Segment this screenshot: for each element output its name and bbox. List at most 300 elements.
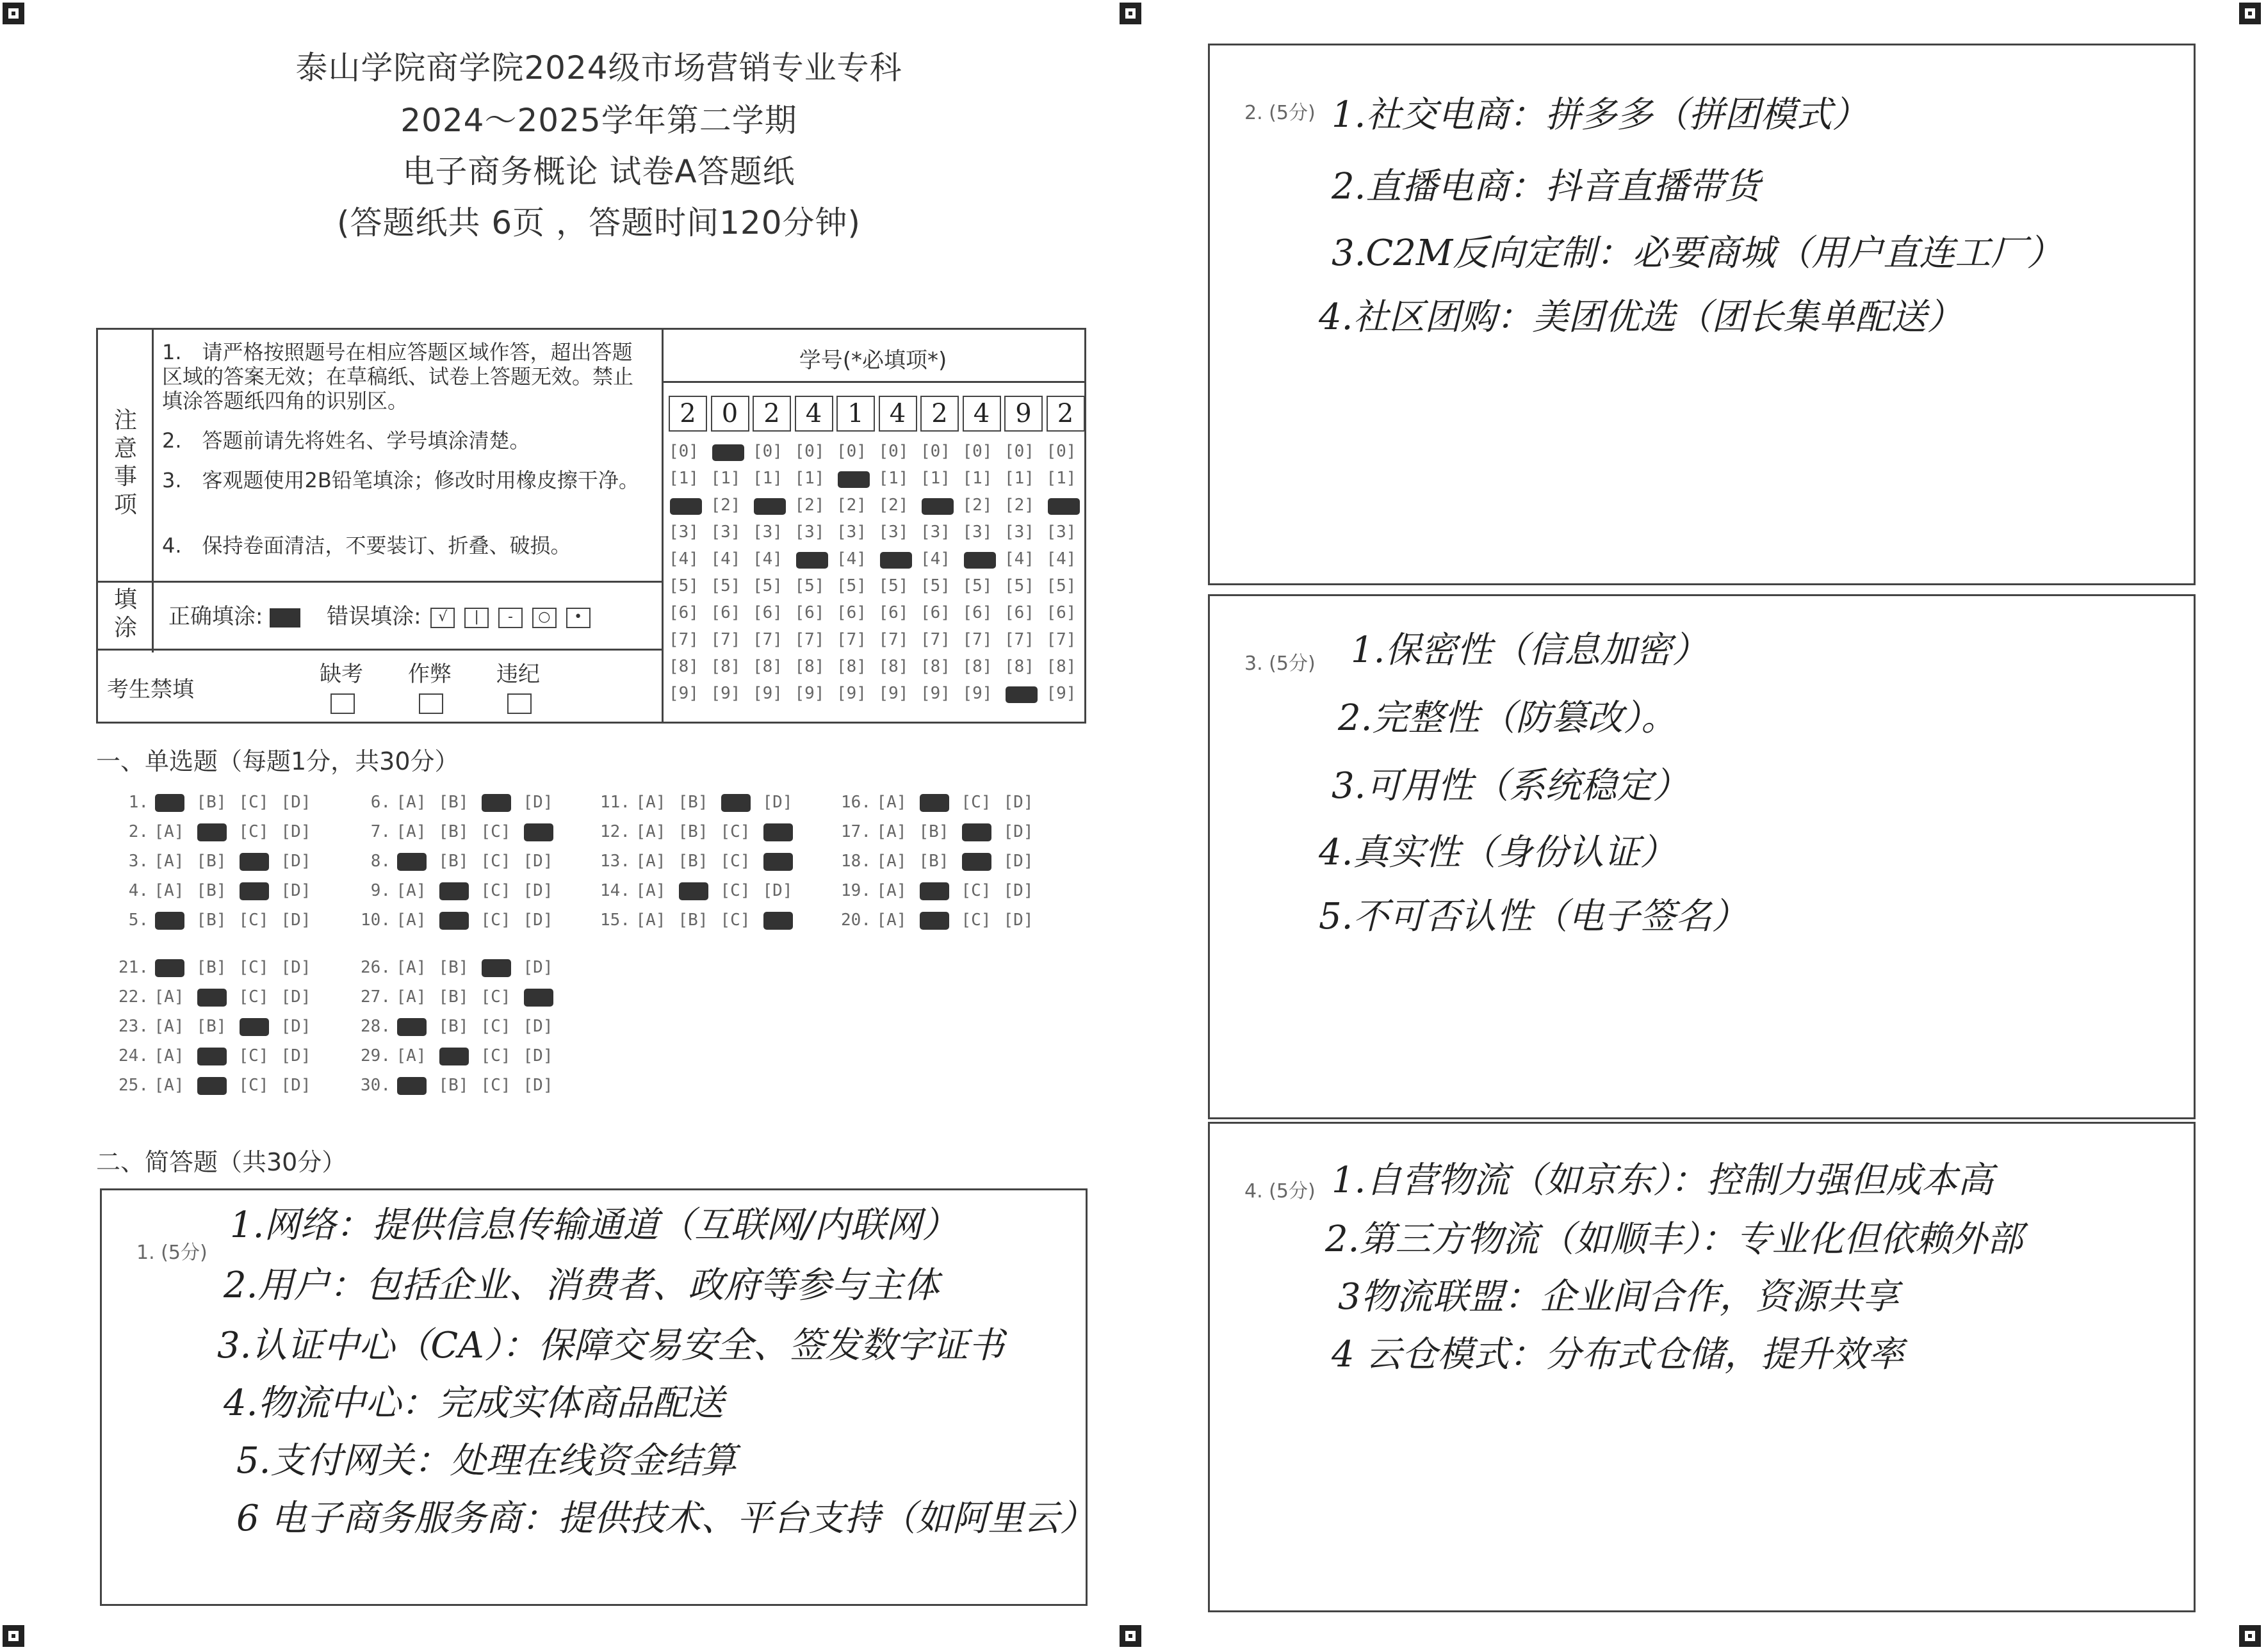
choice-option[interactable] (479, 958, 512, 977)
choice-option[interactable]: [B] (438, 852, 469, 871)
choice-option[interactable]: [D] (1003, 881, 1034, 900)
choice-option[interactable]: [C] (480, 852, 511, 871)
wrong-mark-dot: • (566, 608, 591, 628)
student-id-bubble[interactable]: [0] (794, 442, 825, 461)
choice-question-5 (109, 911, 322, 930)
answer-3-label: 3. (5分) (1244, 652, 1316, 675)
student-id-bubble[interactable]: [2] (836, 496, 867, 515)
choice-option[interactable]: [D] (1003, 911, 1034, 930)
choice-option[interactable]: [D] (523, 911, 553, 930)
choice-option[interactable]: [D] (1003, 852, 1034, 871)
answer-2-line-3: 3.C2M反向定制：必要商城（用户直连工厂） (1332, 232, 2063, 274)
choice-question-number: 28. (361, 1017, 391, 1036)
student-id-bubble[interactable] (879, 549, 909, 569)
student-id-bubble[interactable]: [7] (710, 630, 741, 649)
notice-rule-2: 2. 答题前请先将姓名、学号填涂清楚。 (162, 428, 530, 453)
student-id-bubble[interactable]: [7] (878, 630, 909, 649)
student-id-bubble[interactable]: [6] (753, 603, 783, 622)
choice-option[interactable] (959, 822, 993, 841)
student-id-bubble[interactable]: [2] (962, 496, 993, 515)
choice-option[interactable]: [D] (281, 881, 311, 900)
student-id-bubble[interactable]: [5] (836, 576, 867, 595)
choice-option[interactable]: [D] (281, 793, 311, 812)
student-id-bubble[interactable]: [4] (753, 549, 783, 569)
choice-option[interactable]: [A] (396, 881, 427, 900)
forbid-violation-box[interactable] (507, 693, 532, 714)
choice-option[interactable] (959, 852, 993, 871)
student-id-bubble[interactable]: [5] (710, 576, 741, 595)
choice-option[interactable] (195, 1046, 228, 1065)
student-id-bubble[interactable]: [0] (753, 442, 783, 461)
choice-option[interactable]: [B] (678, 822, 708, 841)
exam-title-school: 泰山学院商学院2024级市场营销专业专科 (295, 49, 902, 86)
student-id-bubble[interactable]: [3] (794, 522, 825, 542)
student-id-bubble[interactable]: [0] (962, 442, 993, 461)
choice-option[interactable]: [B] (196, 852, 227, 871)
student-id-digit-9[interactable]: 9 (1004, 396, 1043, 432)
choice-option[interactable]: [D] (762, 881, 793, 900)
fill-label: 填涂 (113, 587, 137, 641)
student-id-bubble[interactable]: [8] (794, 657, 825, 676)
choice-option[interactable]: [A] (154, 881, 184, 900)
fill-correct-label: 正确填涂: (168, 604, 263, 629)
student-id-bubble[interactable]: [7] (669, 630, 699, 649)
choice-option[interactable]: [A] (396, 822, 427, 841)
student-id-bubble[interactable]: [1] (962, 469, 993, 488)
choice-option[interactable]: [D] (523, 793, 553, 812)
forbid-absent-box[interactable] (330, 693, 355, 714)
student-id-bubble[interactable]: [5] (1004, 576, 1034, 595)
student-id-digit-2[interactable]: 0 (711, 396, 749, 432)
answer-box-4[interactable] (1208, 1122, 2196, 1612)
choice-option[interactable] (437, 1046, 470, 1065)
student-id-digit-5[interactable]: 1 (836, 396, 875, 432)
choice-option[interactable]: [A] (154, 1076, 184, 1095)
answer-4-line-4: 4 云仓模式：分布式仓储，提升效率 (1332, 1334, 1904, 1375)
student-id-bubble[interactable]: [3] (669, 522, 699, 542)
choice-option[interactable]: [B] (196, 1017, 227, 1036)
choice-option[interactable]: [C] (238, 987, 269, 1007)
choice-option[interactable]: [A] (635, 852, 666, 871)
student-id-bubble[interactable]: [9] (962, 684, 993, 703)
student-id-bubble[interactable]: [5] (1046, 576, 1077, 595)
choice-question-number: 13. (600, 852, 630, 871)
student-id-bubble[interactable]: [5] (920, 576, 950, 595)
choice-question-15 (591, 911, 803, 930)
student-id-bubble[interactable]: [3] (753, 522, 783, 542)
choice-option[interactable] (761, 822, 794, 841)
choice-option[interactable]: [B] (438, 793, 469, 812)
choice-option[interactable]: [C] (480, 987, 511, 1007)
wrong-mark-circle: ○ (532, 608, 557, 628)
choice-option[interactable]: [A] (876, 852, 907, 871)
student-id-bubble[interactable]: [8] (836, 657, 867, 676)
choice-option[interactable]: [A] (876, 793, 907, 812)
student-id-digit-4[interactable]: 4 (795, 396, 833, 432)
choice-option[interactable]: [A] (396, 958, 427, 977)
choice-option[interactable]: [C] (961, 911, 991, 930)
student-id-bubble[interactable]: [6] (794, 603, 825, 622)
choice-option[interactable] (237, 881, 270, 900)
student-id-bubble[interactable]: [7] (962, 630, 993, 649)
choice-option[interactable]: [D] (1003, 822, 1034, 841)
choice-option[interactable]: [C] (961, 881, 991, 900)
student-id-bubble[interactable]: [2] (710, 496, 741, 515)
choice-question-26 (351, 958, 564, 977)
choice-question-7 (351, 822, 564, 841)
student-id-bubble[interactable]: [1] (1046, 469, 1077, 488)
choice-option[interactable]: [C] (238, 822, 269, 841)
choice-question-8 (351, 852, 564, 871)
student-id-bubble[interactable] (836, 469, 867, 488)
student-id-bubble[interactable]: [3] (1004, 522, 1034, 542)
choice-option[interactable] (761, 911, 794, 930)
choice-option[interactable]: [D] (523, 1076, 553, 1095)
choice-question-30 (351, 1076, 564, 1095)
student-id-bubble[interactable]: [2] (794, 496, 825, 515)
choice-question-20 (831, 911, 1044, 930)
student-id-bubble[interactable]: [0] (878, 442, 909, 461)
choice-option[interactable] (917, 881, 950, 900)
student-id-digit-3[interactable]: 2 (753, 396, 791, 432)
choice-option[interactable]: [D] (281, 911, 311, 930)
corner-mark-top-right (2239, 3, 2261, 24)
student-id-bubble[interactable]: [9] (669, 684, 699, 703)
student-id-bubble[interactable]: [1] (710, 469, 741, 488)
choice-option[interactable] (437, 881, 470, 900)
choice-option[interactable]: [A] (396, 911, 427, 930)
choice-option[interactable]: [B] (196, 881, 227, 900)
choice-option[interactable]: [C] (480, 911, 511, 930)
choice-option[interactable] (521, 822, 555, 841)
choice-option[interactable]: [B] (678, 852, 708, 871)
student-id-bubble[interactable]: [0] (920, 442, 950, 461)
corner-mark-bottom-center (1120, 1625, 1141, 1647)
choice-option[interactable]: [B] (196, 793, 227, 812)
student-id-bubble[interactable]: [3] (710, 522, 741, 542)
choice-option[interactable] (761, 852, 794, 871)
choice-question-1 (109, 793, 322, 812)
student-id-bubble[interactable]: [8] (753, 657, 783, 676)
choice-option[interactable] (152, 911, 186, 930)
student-id-bubble[interactable]: [6] (920, 603, 950, 622)
choice-option[interactable]: [A] (396, 1046, 427, 1065)
student-id-bubble[interactable]: [7] (1004, 630, 1034, 649)
student-id-bubble[interactable]: [9] (836, 684, 867, 703)
student-id-bubble[interactable]: [4] (836, 549, 867, 569)
student-id-bubble[interactable]: [8] (962, 657, 993, 676)
student-id-bubble[interactable]: [7] (1046, 630, 1077, 649)
choice-option[interactable] (152, 793, 186, 812)
student-id-bubble[interactable]: [4] (1046, 549, 1077, 569)
choice-option[interactable]: [B] (438, 822, 469, 841)
student-id-bubble[interactable]: [8] (920, 657, 950, 676)
choice-question-number: 16. (841, 793, 871, 812)
student-id-bubble[interactable] (753, 496, 783, 515)
choice-option[interactable]: [B] (918, 822, 949, 841)
choice-option[interactable]: [D] (281, 1046, 311, 1065)
answer-box-1[interactable] (100, 1188, 1096, 1606)
answer-box-3[interactable] (1208, 594, 2196, 1119)
answer-3-line-4: 4.真实性（身份认证） (1319, 832, 1676, 873)
choice-option[interactable] (479, 793, 512, 812)
choice-option[interactable]: [D] (523, 1017, 553, 1036)
choice-question-number: 5. (128, 911, 149, 930)
choice-option[interactable]: [C] (238, 1076, 269, 1095)
student-id-bubble[interactable]: [3] (836, 522, 867, 542)
student-id-bubble[interactable]: [9] (710, 684, 741, 703)
student-id-bubble[interactable]: [6] (878, 603, 909, 622)
choice-question-4 (109, 881, 322, 900)
student-id-bubble[interactable]: [9] (1046, 684, 1077, 703)
choice-option[interactable]: [C] (720, 911, 751, 930)
choice-option[interactable] (195, 1076, 228, 1095)
choice-option[interactable] (917, 793, 950, 812)
student-id-bubble[interactable]: [6] (836, 603, 867, 622)
choice-question-27 (351, 987, 564, 1007)
student-id-bubble[interactable]: [1] (794, 469, 825, 488)
wrong-mark-bar: | (464, 608, 489, 628)
choice-question-22 (109, 987, 322, 1007)
answer-3-line-3: 3.可用性（系统稳定） (1332, 765, 1689, 807)
answer-1-label: 1. (5分) (136, 1242, 208, 1264)
choice-option[interactable]: [C] (480, 1076, 511, 1095)
student-id-bubble[interactable]: [5] (753, 576, 783, 595)
choice-option[interactable] (395, 852, 428, 871)
student-id-bubble[interactable]: [8] (710, 657, 741, 676)
student-id-bubble[interactable]: [9] (794, 684, 825, 703)
forbid-cheat-box[interactable] (419, 693, 443, 714)
choice-option[interactable]: [D] (281, 958, 311, 977)
student-id-bubble[interactable]: [1] (878, 469, 909, 488)
choice-question-number: 19. (841, 881, 871, 900)
wrong-mark-check: √ (430, 608, 455, 628)
choice-option[interactable] (195, 987, 228, 1007)
choice-option[interactable]: [A] (876, 911, 907, 930)
choice-option[interactable]: [C] (238, 1046, 269, 1065)
choice-option[interactable]: [A] (154, 852, 184, 871)
student-id-digit-1[interactable]: 2 (669, 396, 707, 432)
choice-option[interactable] (195, 822, 228, 841)
choice-option[interactable]: [C] (238, 793, 269, 812)
student-id-bubble[interactable]: [6] (1004, 603, 1034, 622)
student-id-bubble[interactable]: [5] (962, 576, 993, 595)
choice-option[interactable]: [B] (438, 1076, 469, 1095)
student-id-bubble[interactable] (963, 549, 993, 569)
choice-option[interactable]: [A] (876, 822, 907, 841)
choice-question-number: 29. (361, 1046, 391, 1065)
student-id-bubble[interactable]: [1] (920, 469, 950, 488)
choice-option[interactable] (521, 987, 555, 1007)
student-id-bubble[interactable]: [8] (1046, 657, 1077, 676)
choice-question-11 (591, 793, 803, 812)
student-id-bubble[interactable]: [4] (1004, 549, 1034, 569)
choice-question-14 (591, 881, 803, 900)
student-id-bubble[interactable]: [0] (1004, 442, 1034, 461)
answer-2-line-1: 1.社交电商：拼多多（拼团模式） (1332, 94, 1868, 136)
choice-option[interactable]: [C] (720, 881, 751, 900)
forbid-cheat (404, 656, 455, 714)
student-id-bubble[interactable]: [3] (1046, 522, 1077, 542)
student-id-bubble[interactable]: [5] (669, 576, 699, 595)
student-id-bubble[interactable]: [4] (920, 549, 950, 569)
choice-option[interactable]: [D] (523, 852, 553, 871)
student-id-bubble[interactable]: [6] (1046, 603, 1077, 622)
answer-2-label: 2. (5分) (1244, 102, 1316, 124)
student-id-bubble[interactable] (1004, 684, 1034, 703)
choice-option[interactable]: [C] (480, 1046, 511, 1065)
choice-question-number: 22. (118, 987, 149, 1007)
choice-option[interactable]: [C] (480, 1017, 511, 1036)
corner-mark-bottom-left (3, 1625, 24, 1647)
student-id-bubble[interactable]: [3] (920, 522, 950, 542)
choice-question-number: 6. (370, 793, 391, 812)
choice-question-28 (351, 1017, 564, 1036)
student-id-bubble[interactable]: [5] (878, 576, 909, 595)
student-id-bubble[interactable]: [9] (753, 684, 783, 703)
choice-option[interactable]: [C] (480, 822, 511, 841)
section2-title: 二、简答题（共30分） (96, 1148, 346, 1176)
choice-option[interactable]: [B] (438, 987, 469, 1007)
choice-option[interactable] (237, 852, 270, 871)
choice-option[interactable]: [A] (635, 911, 666, 930)
student-id-bubble[interactable]: [6] (962, 603, 993, 622)
choice-option[interactable]: [A] (635, 822, 666, 841)
student-id-bubble[interactable]: [6] (669, 603, 699, 622)
choice-option[interactable] (917, 911, 950, 930)
choice-option[interactable]: [B] (918, 852, 949, 871)
student-id-bubble[interactable]: [0] (836, 442, 867, 461)
choice-option[interactable] (676, 881, 710, 900)
choice-option[interactable]: [C] (238, 911, 269, 930)
student-id-bubble[interactable]: [8] (1004, 657, 1034, 676)
choice-option[interactable]: [D] (281, 1076, 311, 1095)
choice-option[interactable]: [B] (196, 958, 227, 977)
choice-option[interactable] (395, 1076, 428, 1095)
choice-option[interactable]: [C] (238, 958, 269, 977)
choice-option[interactable]: [B] (438, 958, 469, 977)
student-id-bubble[interactable]: [7] (920, 630, 950, 649)
student-id-bubble[interactable]: [1] (669, 469, 699, 488)
student-id-bubble[interactable]: [5] (794, 576, 825, 595)
choice-question-3 (109, 852, 322, 871)
choice-option[interactable] (237, 1017, 270, 1036)
student-id-bubble[interactable]: [8] (669, 657, 699, 676)
student-id-bubble[interactable] (1047, 496, 1077, 515)
exam-title-course: 电子商务概论 试卷A答题纸 (402, 153, 795, 190)
forbid-violation (493, 656, 544, 714)
choice-option[interactable]: [A] (154, 1017, 184, 1036)
choice-option[interactable]: [C] (720, 822, 751, 841)
forbid-cheat-label: 作弊 (408, 661, 452, 687)
choice-option[interactable] (395, 1017, 428, 1036)
choice-option[interactable]: [B] (678, 793, 708, 812)
student-id-bubble[interactable]: [9] (878, 684, 909, 703)
student-id-bubble[interactable]: [1] (1004, 469, 1034, 488)
choice-question-19 (831, 881, 1044, 900)
choice-option[interactable]: [D] (281, 987, 311, 1007)
choice-option[interactable]: [A] (396, 793, 427, 812)
answer-3-line-2: 2.完整性（防篡改）。 (1338, 697, 1677, 739)
choice-option[interactable]: [D] (281, 852, 311, 871)
student-id-bubble[interactable]: [4] (710, 549, 741, 569)
choice-option[interactable]: [A] (154, 1046, 184, 1065)
student-id-bubble[interactable]: [8] (878, 657, 909, 676)
choice-option[interactable]: [D] (762, 793, 793, 812)
student-id-digit-7[interactable]: 2 (920, 396, 959, 432)
section1-title: 一、单选题（每题1分，共30分） (96, 747, 459, 775)
student-id-bubble[interactable]: [1] (753, 469, 783, 488)
choice-question-number: 4. (128, 881, 149, 900)
notice-rule-3: 3. 客观题使用2B铅笔填涂；修改时用橡皮擦干净。 (162, 468, 639, 492)
student-id-bubble[interactable]: [2] (1004, 496, 1034, 515)
student-id-bubble[interactable] (711, 442, 741, 461)
corner-mark-top-left (3, 3, 24, 24)
choice-option[interactable]: [B] (438, 1017, 469, 1036)
student-id-bubble[interactable]: [4] (669, 549, 699, 569)
choice-option[interactable]: [C] (720, 852, 751, 871)
choice-question-number: 21. (118, 958, 149, 977)
student-id-bubble[interactable] (669, 496, 699, 515)
choice-option[interactable]: [C] (480, 881, 511, 900)
student-id-bubble[interactable]: [6] (710, 603, 741, 622)
choice-option[interactable]: [A] (635, 881, 666, 900)
choice-option[interactable]: [A] (876, 881, 907, 900)
answer-box-2[interactable] (1208, 44, 2196, 585)
choice-question-number: 23. (118, 1017, 149, 1036)
choice-option[interactable]: [D] (281, 1017, 311, 1036)
student-id-bubble[interactable] (795, 549, 825, 569)
choice-option[interactable]: [C] (961, 793, 991, 812)
choice-option[interactable]: [D] (523, 1046, 553, 1065)
answer-1-line-5: 5.支付网关：处理在线资金结算 (236, 1440, 737, 1482)
choice-option[interactable]: [B] (678, 911, 708, 930)
choice-option[interactable] (437, 911, 470, 930)
student-id-digit-8[interactable]: 4 (963, 396, 1001, 432)
student-id-bubble[interactable]: [0] (669, 442, 699, 461)
student-id-bubble[interactable]: [7] (753, 630, 783, 649)
choice-question-number: 12. (600, 822, 630, 841)
choice-option[interactable]: [A] (635, 793, 666, 812)
student-id-bubble[interactable]: [0] (1046, 442, 1077, 461)
student-id-bubble[interactable]: [2] (878, 496, 909, 515)
choice-option[interactable]: [B] (196, 911, 227, 930)
choice-option[interactable]: [D] (281, 822, 311, 841)
choice-question-25 (109, 1076, 322, 1095)
choice-option[interactable]: [A] (396, 987, 427, 1007)
choice-option[interactable]: [A] (154, 987, 184, 1007)
choice-question-number: 3. (128, 852, 149, 871)
student-id-digit-6[interactable]: 4 (879, 396, 917, 432)
choice-option[interactable]: [D] (523, 958, 553, 977)
student-id-bubble[interactable]: [9] (920, 684, 950, 703)
answer-2-line-2: 2.直播电商：抖音直播带货 (1332, 166, 1761, 207)
student-id-bubble[interactable] (920, 496, 950, 515)
choice-option[interactable]: [D] (1003, 793, 1034, 812)
exam-title-term: 2024～2025学年第二学期 (400, 102, 797, 139)
choice-option[interactable]: [D] (523, 881, 553, 900)
answer-4-line-1: 1.自营物流（如京东）：控制力强但成本高 (1332, 1160, 1994, 1201)
student-id-bubble[interactable]: [7] (836, 630, 867, 649)
choice-option[interactable] (152, 958, 186, 977)
choice-option[interactable] (719, 793, 752, 812)
student-id-bubble[interactable]: [3] (878, 522, 909, 542)
student-id-bubble[interactable]: [3] (962, 522, 993, 542)
student-id-digit-10[interactable]: 2 (1047, 396, 1085, 432)
choice-question-23 (109, 1017, 322, 1036)
choice-option[interactable]: [A] (154, 822, 184, 841)
student-id-bubble[interactable]: [7] (794, 630, 825, 649)
